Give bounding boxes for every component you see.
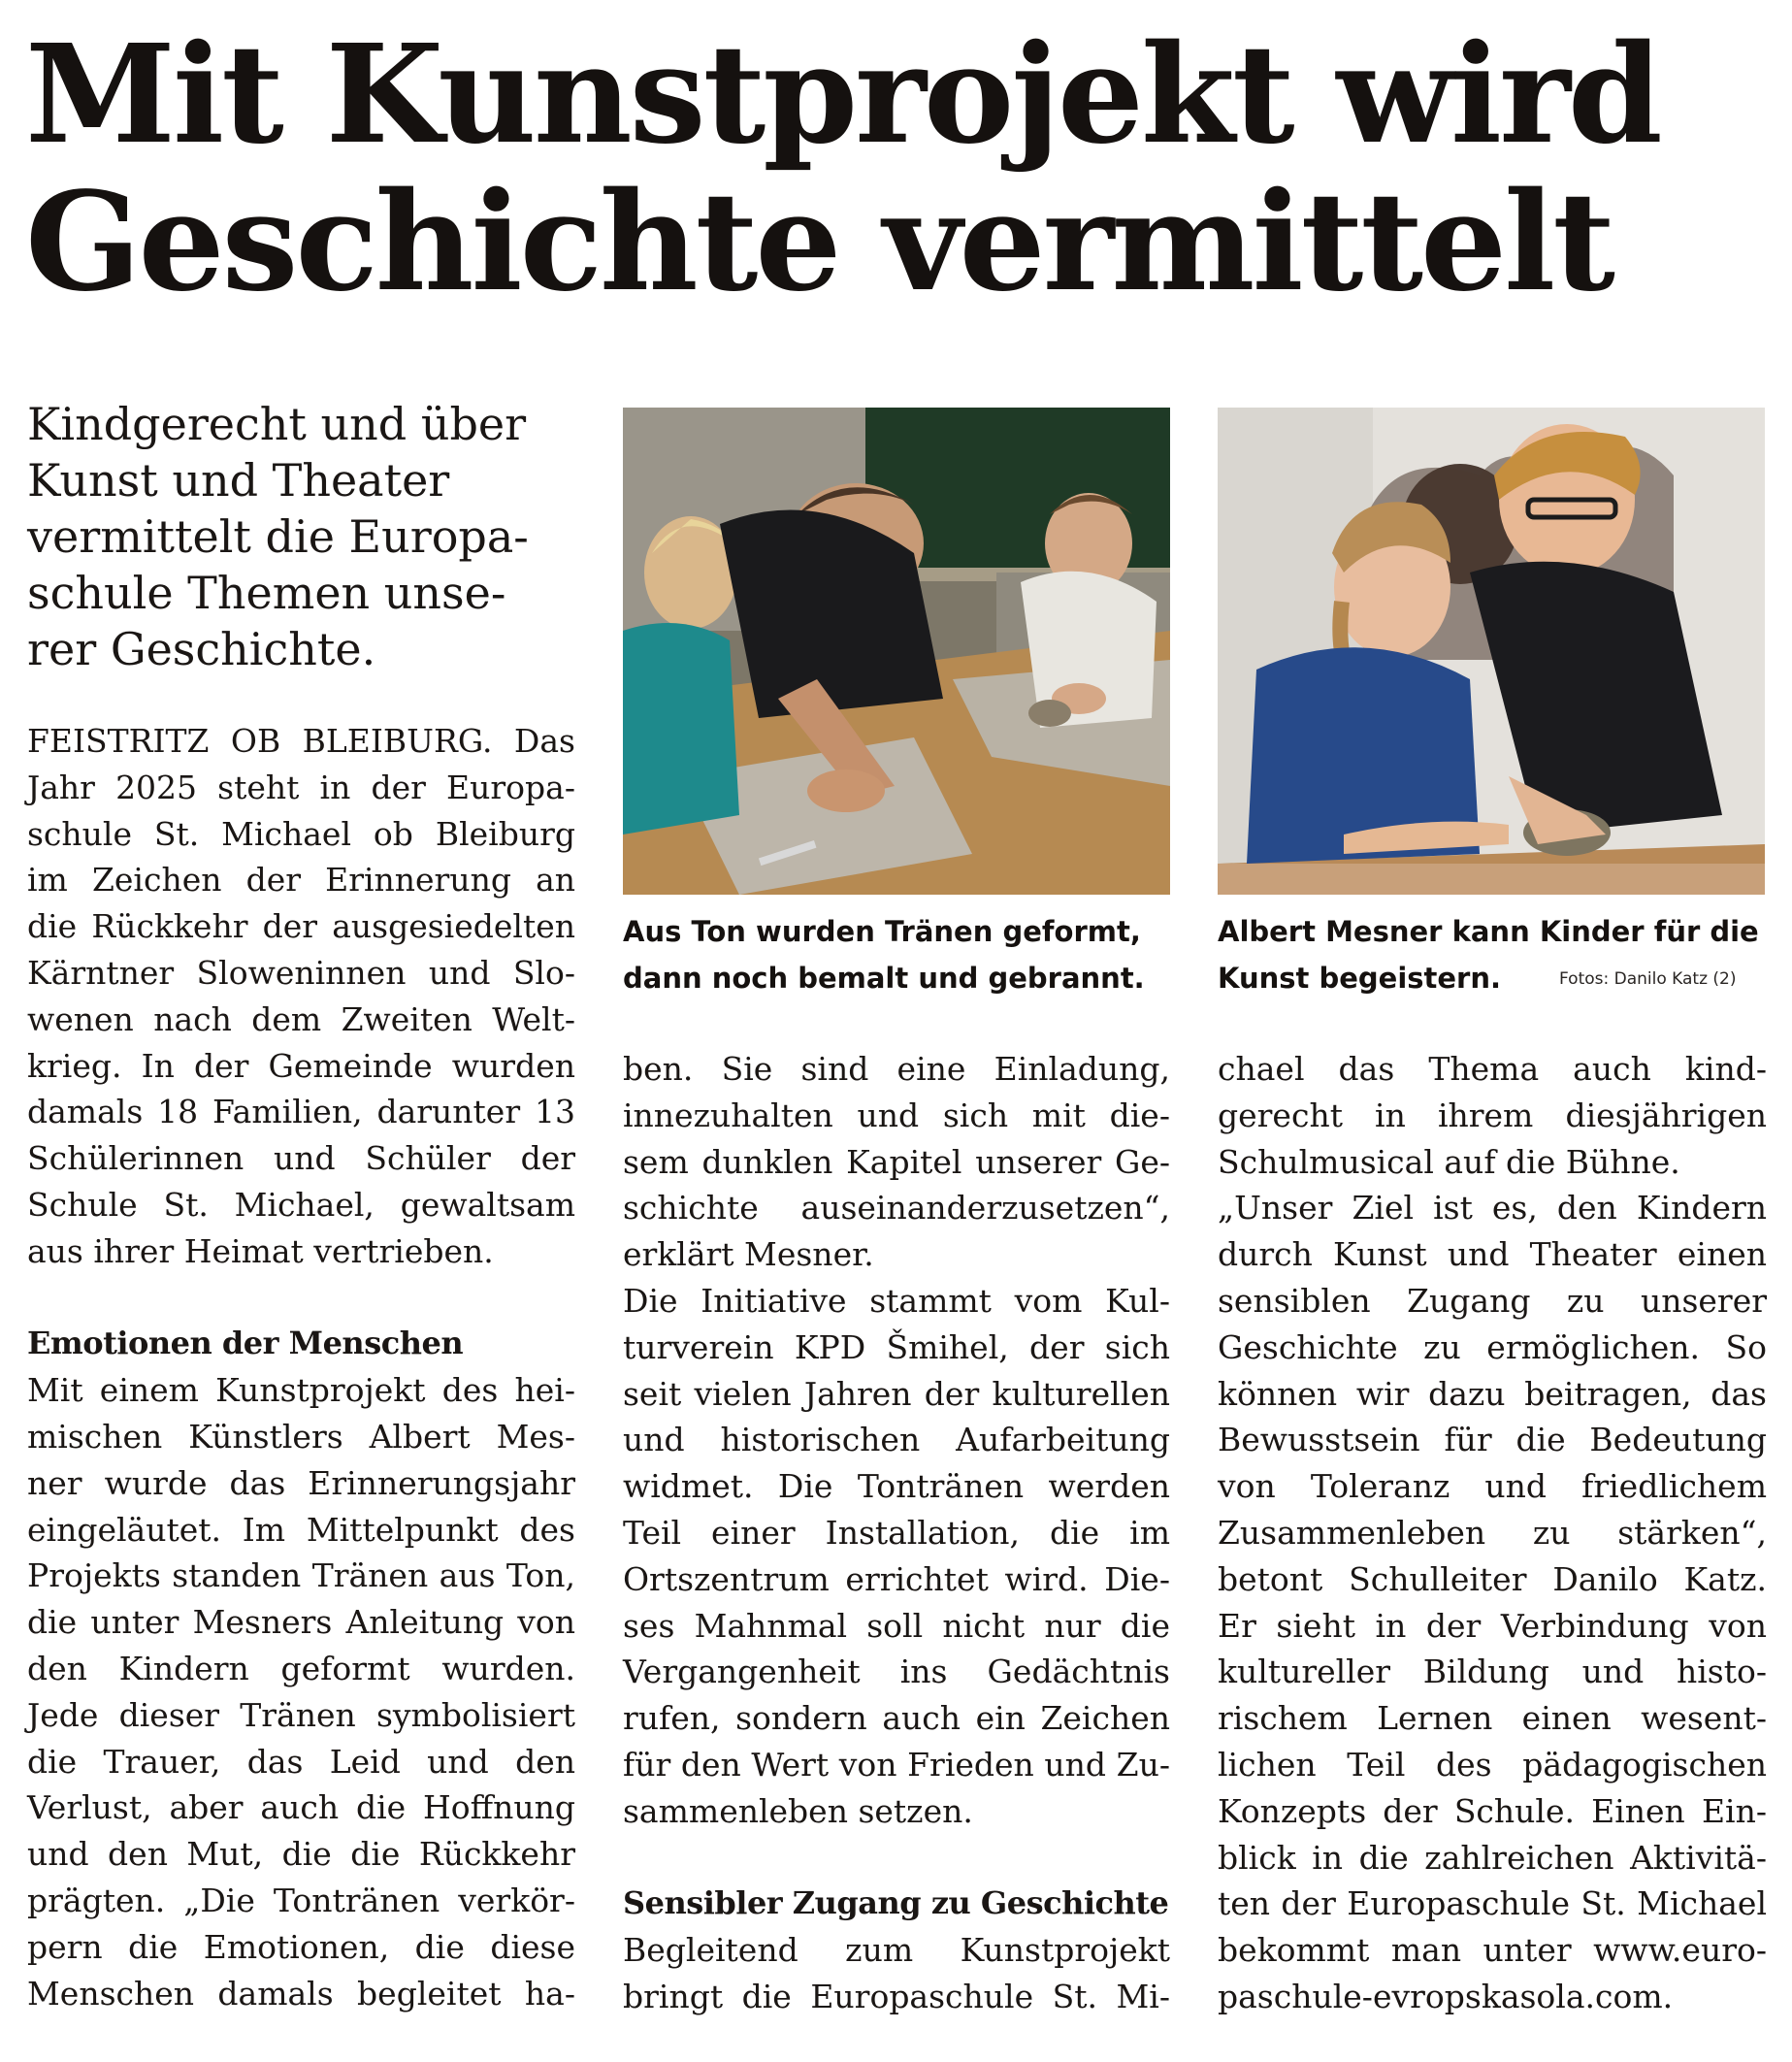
text-line: Zusammenleben zu stärken“,: [1218, 1513, 1767, 1552]
text-line: Mit einem Kunstprojekt des hei-: [27, 1371, 575, 1410]
text-line: können wir dazu beitragen, das: [1218, 1374, 1767, 1413]
text-line: Teil einer Installation, die im: [623, 1513, 1170, 1552]
text-line: gerecht in ihrem diesjährigen: [1218, 1096, 1767, 1134]
caption-line: dann noch bemalt und gebrannt.: [623, 962, 1145, 995]
text-line: ses Mahnmal soll nicht nur die: [623, 1606, 1170, 1645]
text-line: Bewusstsein für die Bedeutung: [1218, 1421, 1767, 1459]
text-line: krieg. In der Gemeinde wurden: [27, 1046, 575, 1085]
photo-credit: Fotos: Danilo Katz (2): [1559, 969, 1737, 989]
text-line: ner wurde das Erinnerungsjahr: [27, 1463, 575, 1502]
photo-clay-tears-image: [623, 408, 1170, 895]
lead-line: rer Geschichte.: [27, 623, 376, 675]
text-line: betont Schulleiter Danilo Katz.: [1218, 1559, 1767, 1598]
text-line: sem dunklen Kapitel unserer Ge-: [623, 1142, 1170, 1181]
text-line: Kärntner Sloweninnen und Slo-: [27, 953, 575, 992]
text-line: Jahr 2025 steht in der Europa-: [27, 768, 575, 806]
text-line: Vergangenheit ins Gedächtnis: [623, 1653, 1170, 1691]
text-line: die Trauer, das Leid und den: [27, 1742, 575, 1781]
text-line: chael das Thema auch kind-: [1218, 1050, 1767, 1088]
text-line: erklärt Mesner.: [623, 1235, 874, 1274]
lead-line: Kindgerecht und über: [27, 398, 527, 450]
caption-line: Aus Ton wurden Tränen geformt,: [623, 915, 1141, 948]
text-line: durch Kunst und Theater einen: [1218, 1235, 1767, 1274]
text-line: widmet. Die Tontränen werden: [623, 1467, 1170, 1506]
text-line: „Unser Ziel ist es, den Kindern: [1218, 1189, 1767, 1227]
text-line: Er sieht in der Verbindung von: [1218, 1606, 1767, 1645]
text-line: rischem Lernen einen wesent-: [1218, 1699, 1767, 1738]
text-line: den Kindern geformt wurden.: [27, 1649, 575, 1687]
text-line: Schülerinnen und Schüler der: [27, 1139, 575, 1178]
text-line: schule St. Michael ob Bleiburg: [27, 814, 575, 853]
text-line: seit vielen Jahren der kulturellen: [623, 1374, 1170, 1413]
text-line: Geschichte zu ermöglichen. So: [1218, 1327, 1767, 1366]
text-line: Verlust, aber auch die Hoffnung: [27, 1788, 575, 1827]
article-column-1: [27, 718, 575, 2016]
text-line: blick in die zahlreichen Aktivitä-: [1218, 1838, 1767, 1877]
article-headline: [25, 16, 1772, 322]
lead-line: Kunst und Theater: [27, 454, 450, 507]
text-line: eingeläutet. Im Mittelpunkt des: [27, 1510, 575, 1549]
text-line: für den Wert von Frieden und Zu-: [623, 1745, 1170, 1784]
photo-clay-tears: [623, 408, 1170, 895]
text-line: Ortszentrum errichtet wird. Die-: [623, 1559, 1170, 1598]
text-line: innezuhalten und sich mit die-: [623, 1096, 1170, 1134]
text-line: von Toleranz und friedlichem: [1218, 1467, 1767, 1506]
text-line: sensiblen Zugang zu unserer: [1218, 1281, 1767, 1320]
text-line: und den Mut, die die Rückkehr: [27, 1835, 575, 1874]
lead-line: schule Themen unse-: [27, 567, 506, 619]
text-line: paschule-evropskasola.com.: [1218, 1977, 1674, 2015]
text-line: wenen nach dem Zweiten Welt-: [27, 999, 575, 1038]
text-line: ben. Sie sind eine Einladung,: [623, 1050, 1170, 1088]
text-line: bringt die Europaschule St. Mi-: [623, 1977, 1170, 2015]
text-line: rufen, sondern auch ein Zeichen: [623, 1699, 1170, 1738]
caption-line: Kunst begeistern.: [1218, 962, 1502, 995]
text-line: die Rückkehr der ausgesiedelten: [27, 907, 575, 946]
article-lead: [27, 396, 590, 677]
subheading-emotionen: Emotionen der Menschen: [27, 1325, 464, 1362]
subheading-sensibler-zugang: Sensibler Zugang zu Geschichte: [623, 1884, 1169, 1922]
article-column-2: [623, 1046, 1170, 2020]
headline-line-2: Geschichte vermittelt: [25, 163, 1613, 322]
text-line: Schule St. Michael, gewaltsam: [27, 1185, 575, 1224]
text-line: sammenleben setzen.: [623, 1791, 973, 1830]
text-line: FEISTRITZ OB BLEIBURG. Das: [27, 722, 575, 760]
text-line: pern die Emotionen, die diese: [27, 1927, 575, 1966]
text-line: Menschen damals begleitet ha-: [27, 1974, 575, 2013]
photo-caption-1: [623, 908, 1176, 1001]
text-line: lichen Teil des pädagogischen: [1218, 1745, 1767, 1784]
text-line: und historischen Aufarbeitung: [623, 1421, 1170, 1459]
text-line: kultureller Bildung und histo-: [1218, 1653, 1767, 1691]
text-line: bekommt man unter www.euro-: [1218, 1931, 1767, 1970]
photo-artist-with-girl-image: [1218, 408, 1765, 895]
text-line: Konzepts der Schule. Einen Ein-: [1218, 1791, 1767, 1830]
text-line: aus ihrer Heimat vertrieben.: [27, 1231, 494, 1270]
text-line: Jede dieser Tränen symbolisiert: [27, 1695, 575, 1734]
text-line: damals 18 Familien, darunter 13: [27, 1093, 575, 1131]
text-line: turverein KPD Šmihel, der sich: [623, 1327, 1170, 1366]
text-line: Schulmusical auf die Bühne.: [1218, 1142, 1680, 1181]
text-line: Projekts standen Tränen aus Ton,: [27, 1556, 575, 1595]
text-line: mischen Künstlers Albert Mes-: [27, 1417, 575, 1456]
text-line: Die Initiative stammt vom Kul-: [623, 1281, 1170, 1320]
text-line: ten der Europaschule St. Michael: [1218, 1884, 1767, 1923]
lead-line: vermittelt die Europa-: [27, 510, 529, 563]
article-column-3: [1218, 1046, 1767, 2020]
text-line: im Zeichen der Erinnerung an: [27, 861, 575, 900]
text-line: schichte auseinanderzusetzen“,: [623, 1189, 1170, 1227]
photo-artist-with-girl: [1218, 408, 1765, 895]
headline-line-1: Mit Kunstprojekt wird: [25, 16, 1660, 175]
text-line: Begleitend zum Kunstprojekt: [623, 1931, 1170, 1970]
caption-line: Albert Mesner kann Kinder für die: [1218, 915, 1759, 948]
text-line: die unter Mesners Anleitung von: [27, 1603, 575, 1642]
text-line: prägten. „Die Tontränen verkör-: [27, 1881, 575, 1919]
